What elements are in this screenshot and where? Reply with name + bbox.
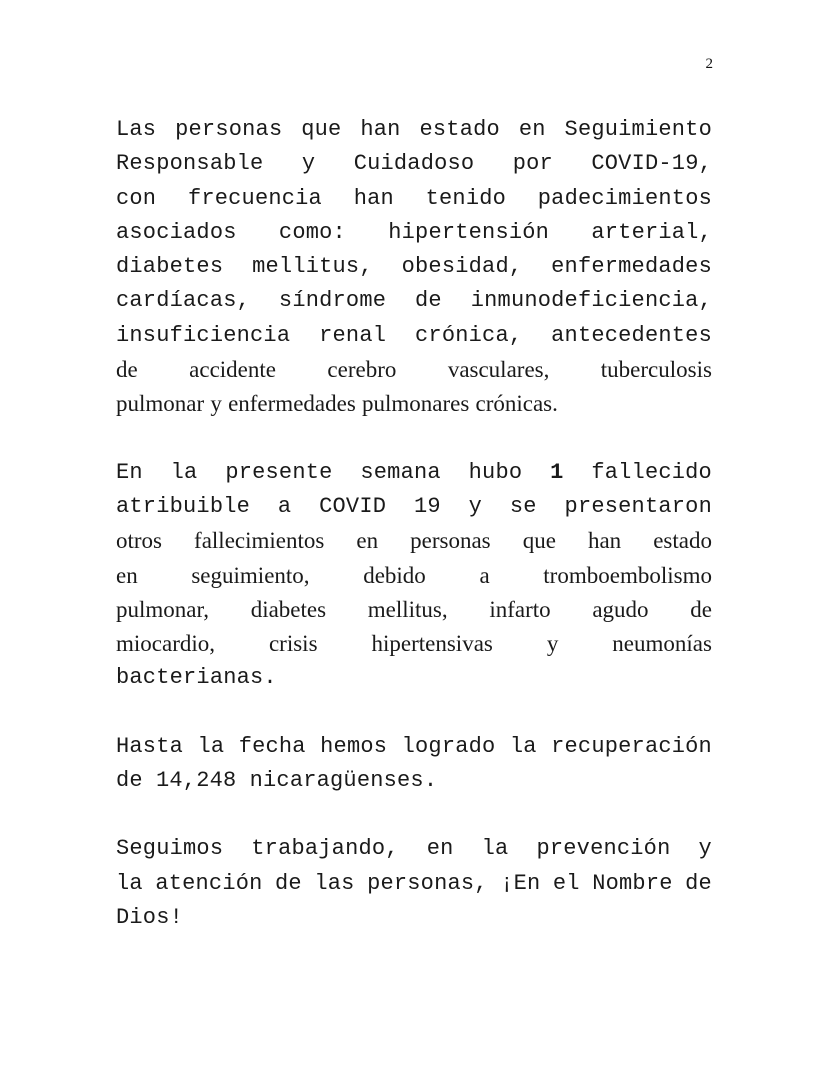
word: pulmonar xyxy=(116,391,205,417)
text-line xyxy=(116,627,712,661)
word: vasculares, xyxy=(447,357,550,383)
word: presente xyxy=(225,459,333,485)
word: personas, xyxy=(367,870,488,896)
word: crónicas. xyxy=(475,391,558,417)
word: seguimiento, xyxy=(191,562,310,588)
word: como: xyxy=(278,219,346,245)
text-line xyxy=(116,113,712,147)
word: tenido xyxy=(425,185,507,211)
word: inmunodeficiencia, xyxy=(470,288,712,314)
text-line xyxy=(116,901,712,935)
word: Responsable xyxy=(116,151,264,177)
word: agudo xyxy=(592,596,649,622)
word: han xyxy=(360,117,401,142)
word: síndrome xyxy=(278,288,387,314)
word: cerebro xyxy=(327,357,397,383)
word: ¡En xyxy=(500,870,541,896)
word: y xyxy=(698,836,712,862)
page-number: 2 xyxy=(705,56,713,72)
word: 1 xyxy=(550,459,564,485)
word: Dios! xyxy=(116,904,184,930)
word: la xyxy=(116,870,143,896)
text-line xyxy=(116,867,712,901)
word: pulmonar, xyxy=(116,596,209,622)
word: semana xyxy=(360,459,441,485)
text-line xyxy=(116,559,712,593)
word: las xyxy=(314,870,355,896)
word: Seguimos xyxy=(116,836,224,862)
word: diabetes xyxy=(116,254,224,280)
word: de xyxy=(275,870,302,896)
word: neumonías xyxy=(612,631,712,657)
text-line xyxy=(116,524,712,558)
word: estado xyxy=(653,528,712,554)
text-line xyxy=(116,284,712,318)
word: hipertensivas xyxy=(371,631,493,657)
word: COVID xyxy=(319,493,387,519)
word: la xyxy=(197,733,225,759)
word: a xyxy=(277,493,292,519)
word: se xyxy=(509,493,537,519)
word: presentaron xyxy=(564,493,712,519)
word: la xyxy=(481,836,509,862)
word: personas xyxy=(410,528,491,554)
word: en xyxy=(426,836,454,862)
word: en xyxy=(116,562,138,588)
word: obesidad, xyxy=(401,254,523,280)
word: Nombre xyxy=(592,870,673,896)
word: en xyxy=(356,528,379,554)
word: hemos xyxy=(320,733,388,759)
word: de xyxy=(690,596,712,622)
word: tuberculosis xyxy=(600,357,712,383)
word: enfermedades xyxy=(551,254,712,280)
word: prevención xyxy=(536,836,671,862)
word: personas xyxy=(175,117,283,142)
word: debido xyxy=(363,562,426,588)
word: 19 xyxy=(413,493,441,519)
text-line xyxy=(116,730,712,764)
word: cardíacas, xyxy=(116,288,251,314)
word: COVID-19, xyxy=(591,151,712,177)
word: Hasta xyxy=(116,733,184,759)
word: Las xyxy=(116,117,157,142)
word: de xyxy=(116,768,143,794)
word: que xyxy=(522,528,556,554)
word: con xyxy=(116,185,157,211)
text-line xyxy=(116,661,712,695)
paragraph-gap xyxy=(116,422,712,456)
word: nicaragüenses. xyxy=(249,768,438,794)
word: por xyxy=(512,151,553,177)
word: En xyxy=(116,459,143,485)
word: renal xyxy=(319,322,387,348)
word: infarto xyxy=(489,596,551,622)
word: mellitus, xyxy=(367,596,448,622)
word: mellitus, xyxy=(252,254,373,280)
word: tromboembolismo xyxy=(543,562,712,588)
word: crónica, xyxy=(415,322,523,348)
word: estado xyxy=(419,117,500,142)
word: pulmonares xyxy=(361,391,470,417)
text-line xyxy=(116,182,712,216)
text-line xyxy=(116,216,712,250)
word: logrado xyxy=(401,733,496,759)
word: miocardio, xyxy=(116,631,215,657)
document-body xyxy=(116,113,712,935)
word: la xyxy=(170,459,198,485)
paragraph-1 xyxy=(116,113,712,422)
word: antecedentes xyxy=(551,322,712,348)
word: a xyxy=(479,562,490,588)
word: arterial, xyxy=(591,219,712,245)
word: han xyxy=(587,528,622,554)
word: en xyxy=(518,117,546,142)
word: bacterianas. xyxy=(116,665,277,691)
text-line xyxy=(116,593,712,627)
paragraph-3 xyxy=(116,730,712,799)
word: y xyxy=(468,493,483,519)
word: enfermedades xyxy=(228,391,356,417)
word: de xyxy=(116,357,138,383)
word: hubo xyxy=(468,459,523,485)
word: atención xyxy=(155,870,263,896)
word: crisis xyxy=(268,631,318,657)
paragraph-gap xyxy=(116,696,712,730)
text-line xyxy=(116,250,712,284)
word: otros xyxy=(116,528,162,554)
word: fallecido xyxy=(591,459,712,485)
word: atribuible xyxy=(116,493,251,519)
word: de xyxy=(415,288,442,314)
word: asociados xyxy=(116,219,237,245)
word: que xyxy=(301,117,342,142)
word: fecha xyxy=(238,733,306,759)
word: la xyxy=(509,733,537,759)
word: recuperación xyxy=(551,733,712,759)
word: Cuidadoso xyxy=(353,151,475,177)
word: de xyxy=(685,870,712,896)
text-line xyxy=(116,832,712,866)
word: 14,248 xyxy=(156,768,237,794)
word: fallecimientos xyxy=(194,528,325,554)
paragraph-gap xyxy=(116,798,712,832)
word: hipertensión xyxy=(388,219,550,245)
text-line xyxy=(116,353,712,387)
word: accidente xyxy=(189,357,276,383)
word: el xyxy=(552,870,580,896)
word: han xyxy=(353,185,394,211)
word: frecuencia xyxy=(187,185,322,211)
text-line xyxy=(116,147,712,181)
paragraph-2 xyxy=(116,456,712,696)
word: Seguimiento xyxy=(564,117,712,142)
paragraph-4 xyxy=(116,832,712,935)
word: trabajando, xyxy=(251,836,399,862)
text-line xyxy=(116,764,712,798)
text-line xyxy=(116,387,712,421)
word: padecimientos xyxy=(537,185,712,211)
word: y xyxy=(301,151,316,177)
word: insuficiencia xyxy=(116,322,291,348)
word: diabetes xyxy=(250,596,327,622)
text-line xyxy=(116,319,712,353)
text-line xyxy=(116,490,712,524)
word: y xyxy=(210,391,222,417)
text-line xyxy=(116,456,712,490)
word: y xyxy=(546,631,559,657)
